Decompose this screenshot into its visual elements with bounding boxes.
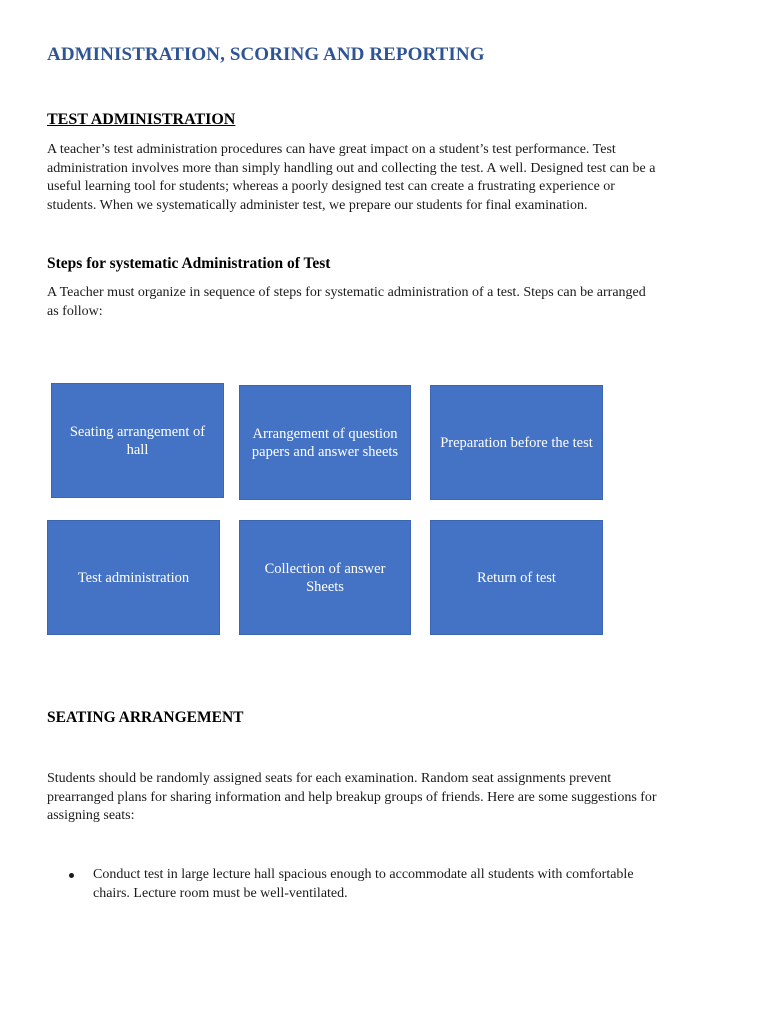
step-box-return: [430, 520, 603, 635]
step-box-label: Return of test: [477, 569, 556, 586]
list-item: [47, 866, 727, 903]
list-item-line: Conduct test in large lecture hall spacious enough to accommodate all students with comfortable: [93, 867, 634, 882]
step-box-label: Test administration: [77, 569, 190, 586]
seating-suggestions-list: [47, 866, 727, 903]
step-box-seating: [51, 383, 224, 498]
step-box-test-administration: [47, 520, 220, 635]
paragraph-test-administration: [47, 141, 727, 215]
step-box-collection: [239, 520, 411, 635]
document-title: ADMINISTRATION, SCORING AND REPORTING: [47, 44, 485, 65]
step-box-arrangement: [239, 385, 411, 500]
step-box-label: Arrangement of question papers and answer sheets: [251, 425, 399, 460]
paragraph-line: prearranged plans for sharing information and help breakup groups of friends. Here are some suggestions for: [47, 789, 657, 805]
paragraph-seating-arrangement: [47, 770, 727, 826]
paragraph-line: A teacher’s test administration procedures can have great impact on a student’s test performance. Test: [47, 142, 616, 157]
paragraph-line: useful learning tool for students; whereas a poorly designed test can create a frustrating experience or: [47, 179, 615, 195]
paragraph-line: assigning seats:: [47, 808, 135, 824]
heading-steps: Steps for systematic Administration of Test: [47, 255, 331, 272]
paragraph-line: as follow:: [47, 303, 103, 319]
paragraph-line: students. When we systematically administer test, we prepare our students for final examination.: [47, 197, 588, 213]
paragraph-line: Students should be randomly assigned seats for each examination. Random seat assignments prevent: [47, 771, 612, 786]
paragraph-line: A Teacher must organize in sequence of steps for systematic administration of a test. Steps can be arranged: [47, 285, 646, 300]
step-box-label: Collection of answer Sheets: [264, 560, 386, 595]
step-box-label: Seating arrangement of hall: [69, 423, 206, 458]
heading-test-administration: TEST ADMINISTRATION: [47, 111, 236, 128]
heading-seating-arrangement: SEATING ARRANGEMENT: [47, 709, 244, 726]
list-item-line: chairs. Lecture room must be well-ventilated.: [93, 885, 348, 901]
bullet-icon: [69, 873, 74, 878]
step-box-preparation: [430, 385, 603, 500]
paragraph-line: administration involves more than simply handling out and collecting the test. A well. Designed test can be a: [47, 160, 656, 176]
paragraph-steps: [47, 284, 727, 321]
step-box-label: Preparation before the test: [440, 434, 593, 451]
